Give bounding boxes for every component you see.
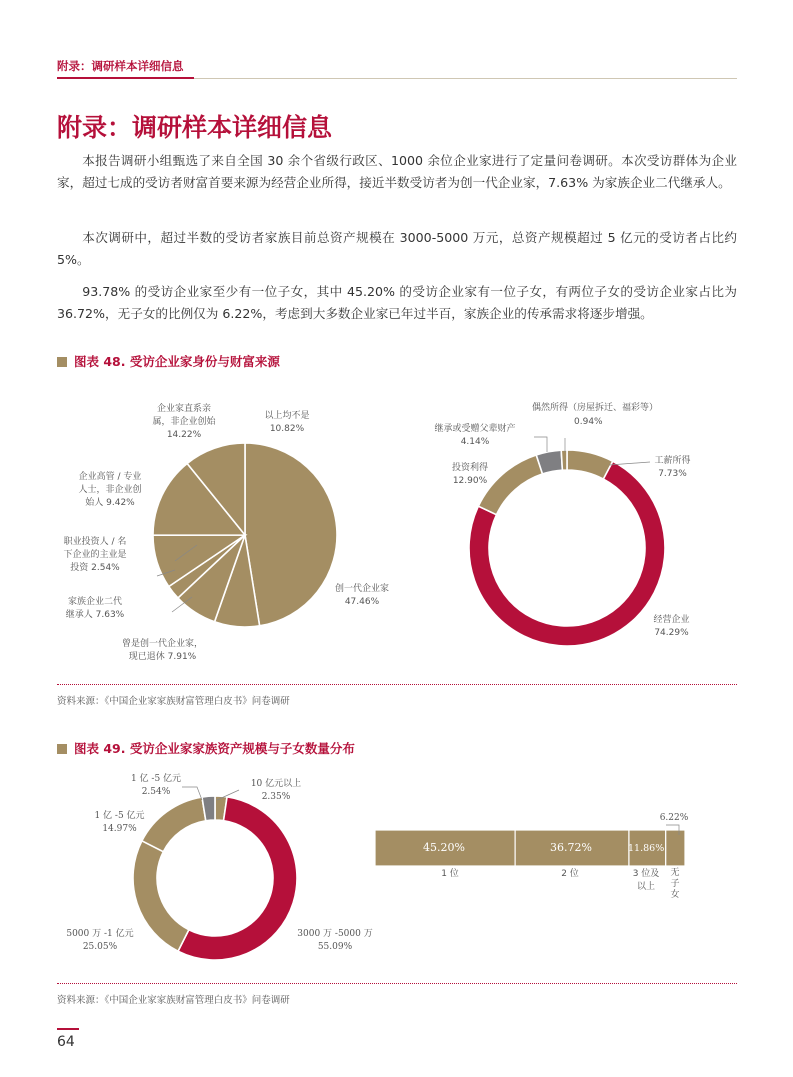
label-name: 3000 万 -5000 万 — [297, 929, 373, 939]
label-name: 以上均不是 — [264, 411, 310, 421]
identity-pie-chart — [153, 443, 337, 627]
pie48-label-second-gen — [55, 596, 135, 622]
label-line: 人士，非企业创 — [78, 485, 142, 495]
label-name: 1 亿 -5 亿元 — [130, 774, 182, 784]
figure-49-source: 资料来源：《中国企业家家族财富管理白皮书》问卷调研 — [57, 995, 290, 1006]
header-divider — [194, 78, 737, 79]
label-value: 74.29% — [654, 628, 689, 638]
leader-line — [534, 437, 547, 452]
donut48-label-inheritance — [420, 423, 530, 449]
bar-segment — [666, 830, 685, 866]
label-line: 现已退休 7.91% — [128, 652, 197, 662]
bar49-value-one: 45.20% — [423, 841, 465, 854]
figure-49-title — [57, 739, 355, 757]
bar49-label-two: 2 位 — [561, 869, 579, 879]
pie48-label-founder — [322, 583, 402, 609]
label-name: 创一代企业家 — [334, 584, 389, 594]
paragraph-3: 93.78% 的受访企业家至少有一位子女，其中 45.20% 的受访企业家有一位子女，有两位子女的受访企业家占比为 36.72%，无子女的比例仅为 6.22%，考虑到大多数企业家已年过半百，家族企业的传承需求将逐步增强。 — [57, 284, 737, 322]
label-line: 14.22% — [166, 430, 202, 440]
label-value: 2.54% — [141, 787, 171, 797]
paragraph-1: 本报告调研小组甄选了来自全国 30 余个省级行政区、1000 余位企业家进行了定量问卷调研。本次受访群体为企业家，超过七成的受访者财富首要来源为经营企业所得，接近半数受访者为创一代企业家，7.63% 为家族企业二代继承人。 — [57, 153, 737, 191]
donut48-label-investment — [440, 462, 500, 488]
label-line: 投资 2.54% — [70, 563, 120, 573]
label-value: 25.05% — [82, 942, 118, 952]
label-name: 1 亿 -5 亿元 — [94, 811, 145, 821]
bar49-label-none: 无子女 — [670, 868, 680, 900]
label-line: 属，非企业创始 — [152, 417, 216, 427]
label-name: 继承或受赠父辈财产 — [434, 424, 516, 434]
donut49-label-30m-50m — [285, 928, 385, 954]
donut49-label-100m-500m-small — [116, 773, 196, 799]
figure-49-title-text: 图表 49. 受访企业家家族资产规模与子女数量分布 — [74, 741, 355, 756]
label-name: 偶然所得（房屋拆迁、福彩等） — [531, 403, 658, 413]
label-value: 7.73% — [658, 469, 687, 479]
bar49-label-one: 1 位 — [441, 869, 459, 879]
label-name: 10 亿元以上 — [250, 779, 302, 789]
label-value: 2.35% — [261, 792, 291, 802]
label-value: 55.09% — [317, 942, 353, 952]
page-number: 64 — [57, 1034, 75, 1050]
asset-scale-donut-chart — [133, 796, 297, 960]
label-line: 以上 — [636, 882, 655, 892]
label-line: 职业投资人 / 名 — [63, 537, 127, 547]
label-line: 家族企业二代 — [67, 597, 122, 607]
bar49-value-two: 36.72% — [550, 841, 592, 854]
header-accent-line — [57, 77, 194, 79]
figure-48-source: 资料来源：《中国企业家家族财富管理白皮书》问卷调研 — [57, 696, 290, 707]
pie48-label-relatives — [144, 403, 224, 442]
bar49-label-none-value: 6.22% — [659, 813, 689, 823]
bar49-label-three — [626, 868, 666, 894]
pie48-label-investor — [55, 536, 135, 575]
label-line: 企业高管 / 专业 — [78, 472, 142, 482]
donut49-label-100m-500m — [82, 810, 157, 836]
pie48-label-retired — [105, 638, 220, 664]
donut48-label-salary — [645, 455, 700, 481]
pie-slice — [561, 450, 567, 470]
page-title: 附录：调研样本详细信息 — [57, 113, 333, 142]
figure-marker — [57, 357, 67, 367]
label-name: 经营企业 — [653, 615, 690, 625]
label-line: 下企业的主业是 — [63, 550, 127, 560]
label-value: 47.46% — [344, 597, 380, 607]
paragraph-2: 本次调研中，超过半数的受访者家族目前总资产规模在 3000-5000 万元，总资产规模超过 5 亿元的受访者占比约 5%。 — [57, 230, 737, 268]
label-line: 曾是创一代企业家， — [121, 639, 203, 649]
figure-49-divider — [57, 983, 737, 984]
figure-48-title — [57, 352, 280, 370]
label-value: 10.82% — [269, 424, 305, 434]
label-value: 12.90% — [452, 476, 488, 486]
donut49-label-over-1b — [236, 778, 316, 804]
figure-marker — [57, 744, 67, 754]
running-header: 附录：调研样本详细信息 — [57, 59, 184, 73]
label-name: 工薪所得 — [654, 456, 691, 466]
label-line: 始人 9.42% — [85, 498, 135, 508]
label-value: 14.97% — [102, 824, 137, 834]
bar49-value-three: 11.86% — [628, 843, 665, 854]
donut48-label-business — [644, 614, 699, 640]
page-number-accent — [57, 1028, 79, 1030]
donut48-label-windfall — [510, 402, 680, 415]
figure-48-title-text: 图表 48. 受访企业家身份与财富来源 — [74, 354, 280, 369]
donut49-label-50m-100m — [55, 928, 145, 954]
donut48-label-windfall-value: 0.94% — [574, 417, 603, 427]
label-line: 3 位及 — [632, 869, 660, 879]
label-name: 5000 万 -1 亿元 — [66, 929, 134, 939]
label-value: 4.14% — [460, 437, 490, 447]
label-line: 继承人 7.63% — [65, 610, 125, 620]
figure-48-divider — [57, 684, 737, 685]
label-name: 投资利得 — [451, 463, 488, 473]
pie48-label-none — [252, 410, 322, 436]
label-line: 企业家直系亲 — [156, 404, 211, 414]
pie48-label-executive — [65, 471, 155, 510]
